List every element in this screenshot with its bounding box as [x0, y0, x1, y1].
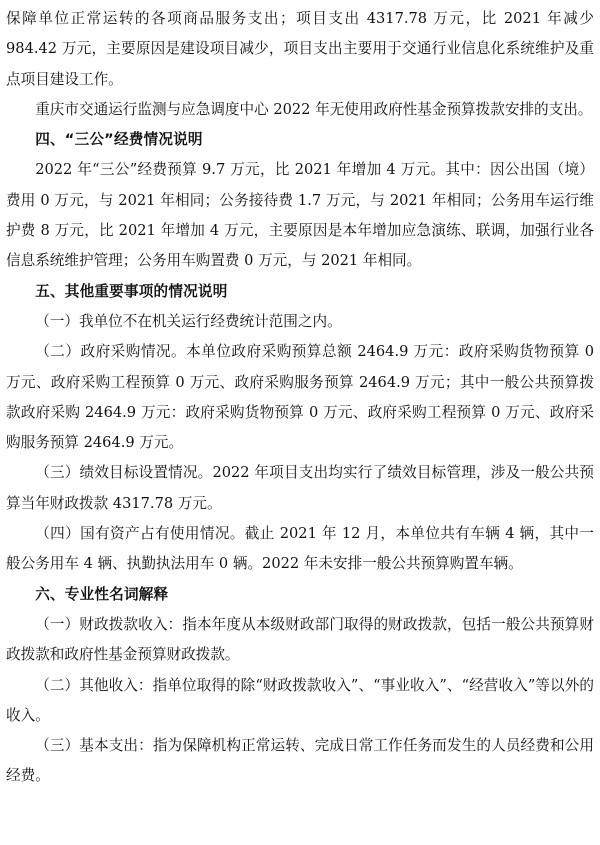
paragraph-operating-funds: （一）我单位不在机关运行经费统计范围之内。	[35, 312, 342, 330]
paragraph-procurement: （二）政府采购情况。本单位政府采购预算总额 2464.9 万元：政府采购货物预算 0 万元、政府采购工程预算 0 万元、政府采购服务预算 2464.9 万元；其中一般公共预算拨款政府采购 2464.9 万元：政府采购货物预算 0 万元、政府采购工程预算 0 万元、政府采购服务预算 2464.9 万元。	[6, 343, 594, 452]
paragraph-performance-goals: （三）绩效目标设置情况。2022 年项目支出均实行了绩效目标管理，涉及一般公共预算当年财政拨款 4317.78 万元。	[6, 464, 594, 512]
glossary-item-basic-expenditure: （三）基本支出：指为保障机构正常运转、完成日常工作任务而发生的人员经费和公用经费。	[6, 737, 594, 785]
paragraph-project-expenditure: 保障单位正常运转的各项商品服务支出；项目支出 4317.78 万元，比 2021 年减少 984.42 万元，主要原因是建设项目减少，项目支出主要用于交通行业信息化系统维护及重点项目建设工作。	[6, 10, 594, 88]
paragraph-state-assets: （四）国有资产占有使用情况。截止 2021 年 12 月，本单位共有车辆 4 辆，其中一般公务用车 4 辆、执勤执法用车 0 辆。2022 年未安排一般公共预算购置车辆。	[6, 525, 594, 573]
section-heading-other-matters: 五、其他重要事项的情况说明	[35, 282, 228, 300]
glossary-item-other-income: （二）其他收入：指单位取得的除“财政拨款收入”、“事业收入”、“经营收入”等以外的收入。	[6, 676, 594, 724]
section-heading-glossary: 六、专业性名词解释	[35, 585, 169, 603]
section-heading-three-public: 四、“三公”经费情况说明	[35, 131, 203, 149]
glossary-item-fiscal-income: （一）财政拨款收入：指本年度从本级财政部门取得的财政拨款，包括一般公共预算财政拨款和政府性基金预算财政拨款。	[6, 615, 594, 664]
paragraph-fund-budget: 重庆市交通运行监测与应急调度中心 2022 年无使用政府性基金预算拨款安排的支出。	[35, 100, 593, 118]
paragraph-three-public-funds: 2022 年“三公”经费预算 9.7 万元，比 2021 年增加 4 万元。其中：因公出国（境）费用 0 万元，与 2021 年相同；公务接待费 1.7 万元，与 2021 年相同；公务用车运行维护费 8 万元，比 2021 年增加 4 万元，主要原因是本年增加应急演练、联调，加强行业各信息系统维护管理；公务用车购置费 0 万元，与 2021 年相同。	[6, 161, 594, 270]
